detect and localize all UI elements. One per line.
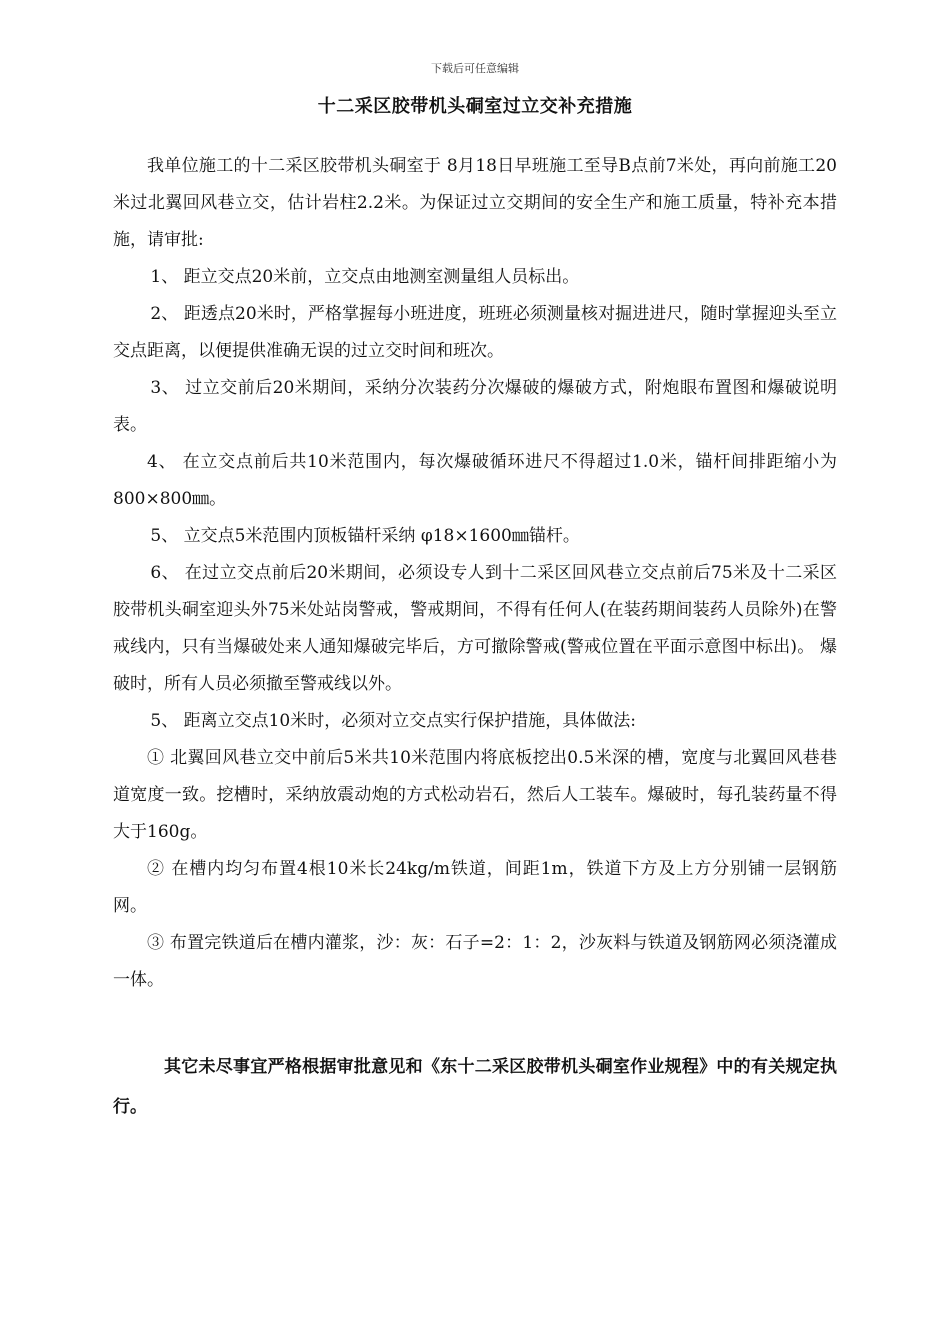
header-note: 下载后可任意编辑 <box>431 62 519 75</box>
intro-paragraph: 我单位施工的十二采区胶带机头硐室于 8月18日早班施工至导B点前7米处，再向前施工20米过北翼回风巷立交，估计岩柱2.2米。为保证过立交期间的安全生产和施工质量，特补充本措施，请审批: <box>113 156 837 250</box>
document-title: 十二采区胶带机头硐室过立交补充措施 <box>317 96 633 117</box>
measure-item-5: 5、 立交点5米范围内顶板锚杆采纳 φ18×1600㎜锚杆。 <box>150 526 580 546</box>
measure-item-6: 6、 在过立交点前后20米期间，必须设专人到十二采区回风巷立交点前后75米及十二采区胶带机头硐室迎头外75米处站岗警戒，警戒期间，不得有任何人(在装药期间装药人员除外)在警戒线内，只有当爆破处来人通知爆破完毕后，方可撤除警戒(警戒位置在平面示意图中标出)。 爆破时，所有人员必须撤至警戒线以外。 <box>113 563 837 694</box>
measure-item-2: 2、 距透点20米时，严格掌握每小班进度，班班必须测量核对掘进进尺，随时掌握迎头至立交点距离，以便提供准确无误的过立交时间和班次。 <box>113 304 837 361</box>
sub-item-2: ② 在槽内均匀布置4根10米长24kg/m铁道，间距1m，铁道下方及上方分别铺一层钢筋网。 <box>113 859 837 916</box>
measure-item-4: 4、 在立交点前后共10米范围内，每次爆破循环进尺不得超过1.0米，锚杆间排距缩小为800×800㎜。 <box>113 452 837 509</box>
measure-item-7: 5、 距离立交点10米时，必须对立交点实行保护措施，具体做法: <box>150 711 636 731</box>
sub-item-1: ① 北翼回风巷立交中前后5米共10米范围内将底板挖出0.5米深的槽，宽度与北翼回风巷巷道宽度一致。挖槽时，采纳放震动炮的方式松动岩石，然后人工装车。爆破时，每孔装药量不得大于160g。 <box>113 748 837 842</box>
sub-item-3: ③ 布置完铁道后在槽内灌浆，沙：灰：石子=2：1：2，沙灰料与铁道及钢筋网必须浇灌成一体。 <box>113 933 837 990</box>
measure-item-3: 3、 过立交前后20米期间，采纳分次装药分次爆破的爆破方式，附炮眼布置图和爆破说明表。 <box>113 378 837 435</box>
document-body <box>113 148 837 1127</box>
closing-paragraph: 其它未尽事宜严格根据审批意见和《东十二采区胶带机头硐室作业规程》中的有关规定执行。 <box>113 1057 837 1117</box>
measure-item-1: 1、 距立交点20米前，立交点由地测室测量组人员标出。 <box>150 267 580 287</box>
